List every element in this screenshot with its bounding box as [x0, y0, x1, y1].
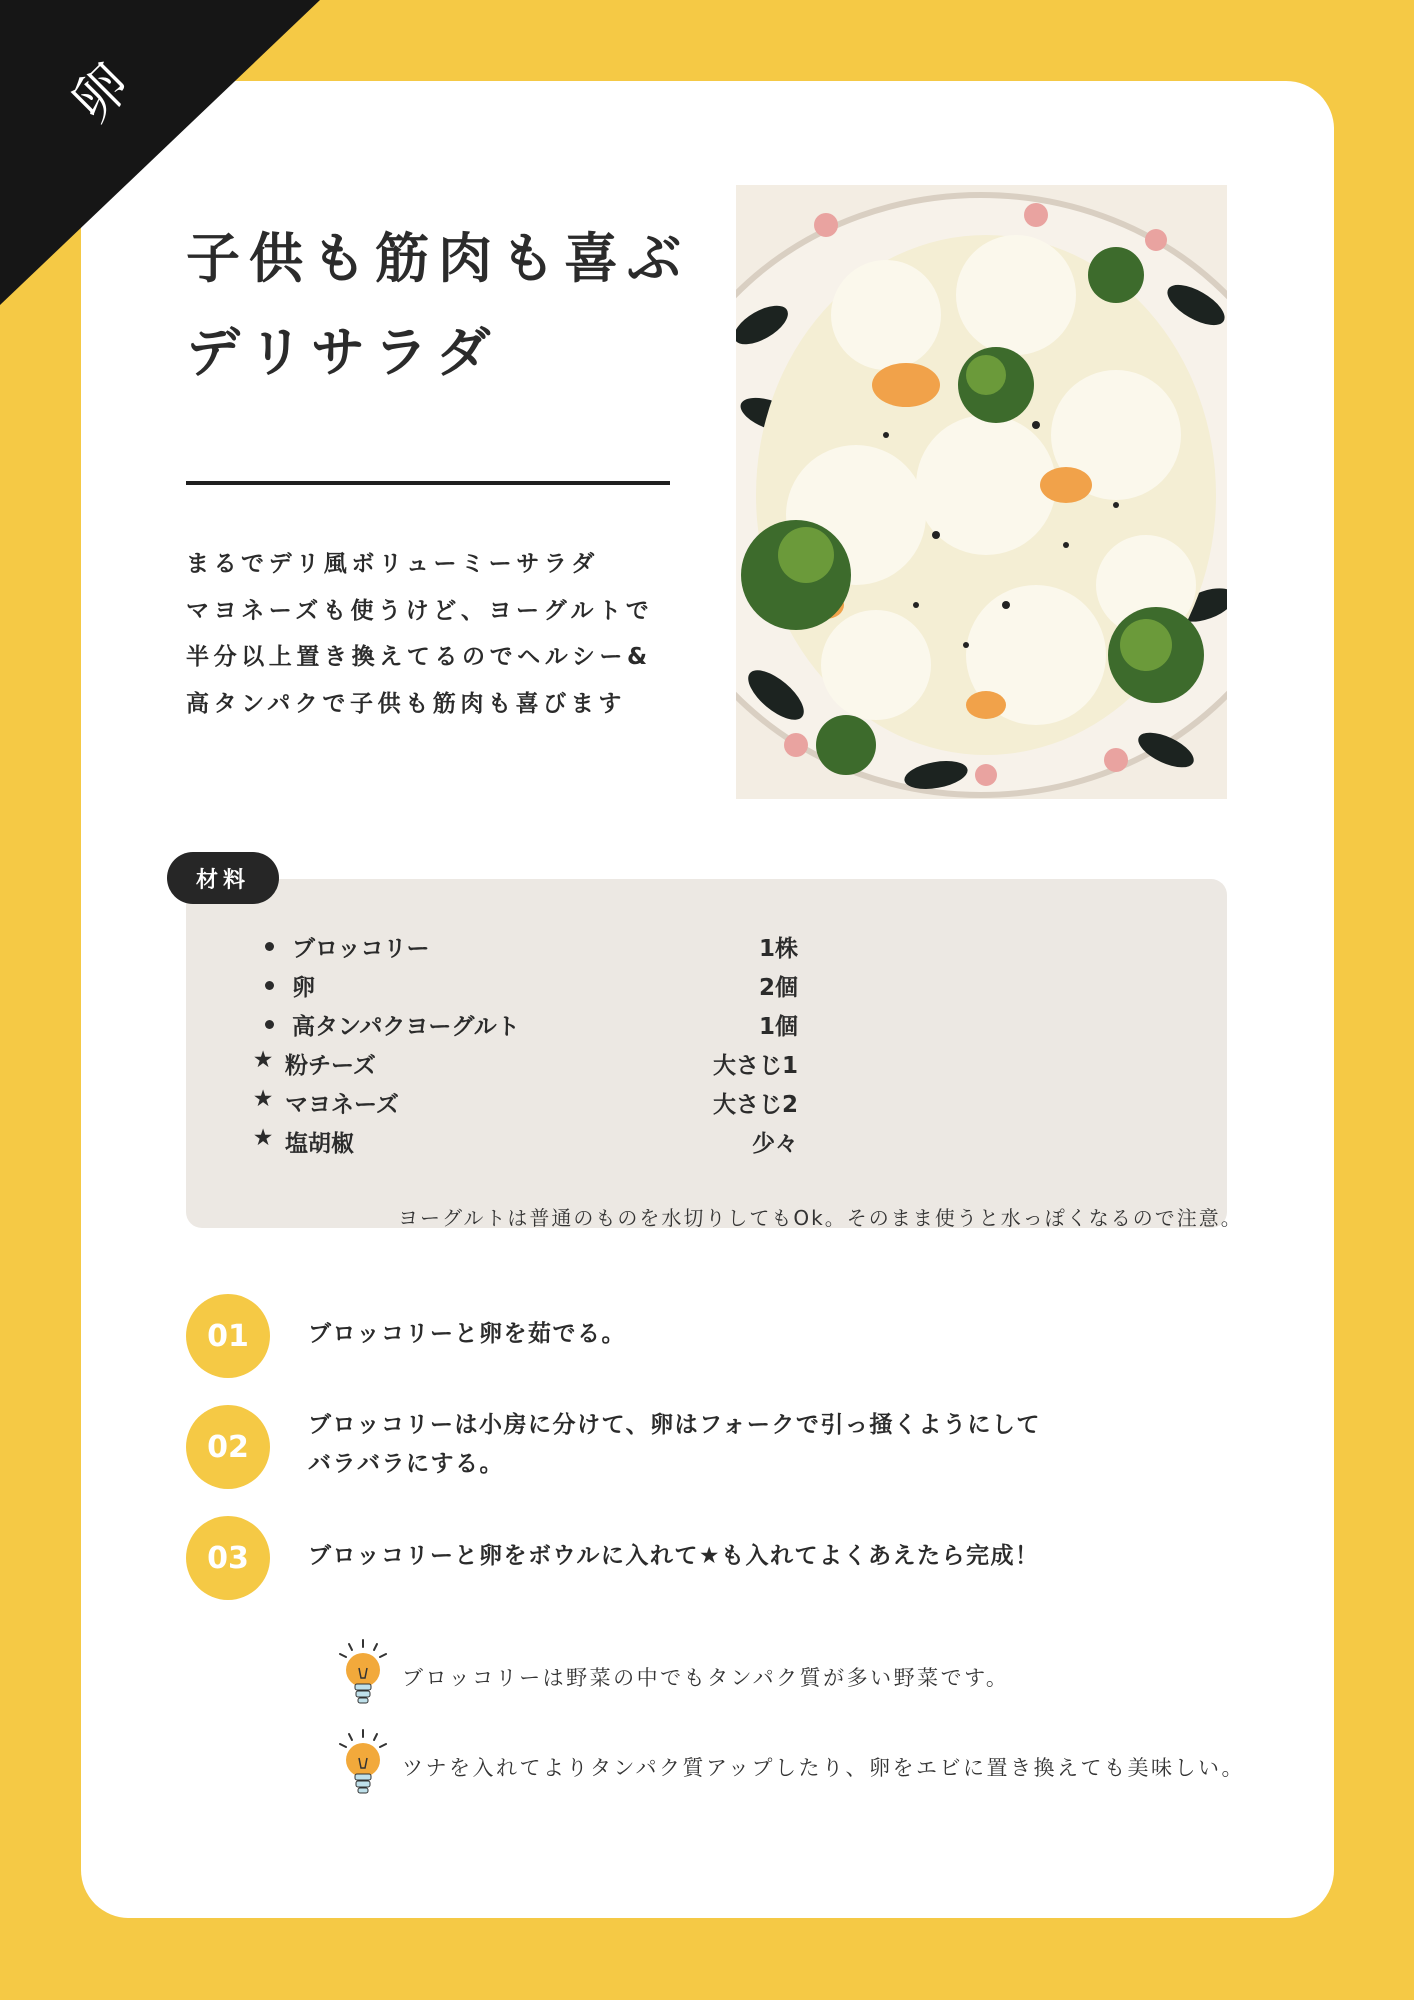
recipe-title-line2: デリサラダ: [186, 321, 500, 384]
star-icon: ★: [252, 1125, 274, 1151]
intro-line: マヨネーズも使うけど、ヨーグルトで: [186, 598, 654, 624]
recipe-title-line1: 子供も筋肉も喜ぶ: [186, 227, 690, 290]
ingredient-row: [250, 1008, 798, 1046]
ingredient-quantity: 少々: [752, 1131, 798, 1157]
intro-line: まるでデリ風ボリューミーサラダ: [186, 551, 599, 577]
ingredient-quantity: 2個: [758, 975, 798, 1001]
star-icon: ★: [252, 1086, 274, 1112]
step-text: [308, 1406, 1041, 1484]
ingredient-name: 塩胡椒: [285, 1131, 354, 1157]
step-number-badge: 03: [186, 1516, 270, 1600]
intro-line: 高タンパクで子供も筋肉も喜びます: [186, 691, 626, 717]
ingredient-name: 高タンパクヨーグルト: [292, 1014, 520, 1040]
step-number-badge: 01: [186, 1294, 270, 1378]
step-line: ブロッコリーと卵を茹でる。: [308, 1321, 627, 1347]
ingredient-name: 粉チーズ: [285, 1053, 376, 1079]
step-line: バラバラにする。: [308, 1451, 504, 1477]
bullet-icon: [265, 981, 274, 990]
title-divider: [186, 481, 670, 485]
ingredient-name: ブロッコリー: [292, 936, 430, 962]
step-line: ブロッコリーは小房に分けて、卵はフォークで引っ掻くようにして: [308, 1412, 1041, 1438]
bullet-icon: [265, 942, 274, 951]
ingredient-row: [250, 969, 798, 1007]
step-number-badge: 02: [186, 1405, 270, 1489]
ingredient-quantity: 1個: [758, 1014, 798, 1040]
lightbulb-icon: [335, 1728, 391, 1802]
tip-text: ツナを入れてよりタンパク質アップしたり、卵をエビに置き換えても美味しい。: [402, 1756, 1246, 1780]
category-label: 卵: [59, 51, 143, 135]
ingredient-row: [250, 930, 798, 968]
ingredient-quantity: 大さじ2: [712, 1092, 798, 1118]
salad-photo: [736, 185, 1227, 799]
ingredient-row: [250, 1125, 798, 1163]
ingredient-row: [250, 1086, 798, 1124]
bullet-icon: [265, 1020, 274, 1029]
step-text: [308, 1537, 1039, 1576]
ingredient-quantity: 大さじ1: [712, 1053, 798, 1079]
lightbulb-icon: [335, 1638, 391, 1712]
ingredients-label: 材料: [167, 852, 279, 904]
ingredient-row: [250, 1047, 798, 1085]
ingredient-quantity: 1株: [758, 936, 798, 962]
tip-text: ブロッコリーは野菜の中でもタンパク質が多い野菜です。: [402, 1666, 1010, 1690]
ingredient-name: マヨネーズ: [285, 1092, 399, 1118]
intro-line: 半分以上置き換えてるのでヘルシー&: [186, 644, 652, 670]
ingredient-name: 卵: [292, 975, 315, 1001]
step-text: [308, 1315, 626, 1354]
ingredients-note: ヨーグルトは普通のものを水切りしてもOk。そのまま使うと水っぽくなるので注意。: [398, 1206, 1243, 1230]
star-icon: ★: [252, 1047, 274, 1073]
step-line: ブロッコリーと卵をボウルに入れて★も入れてよくあえたら完成！: [308, 1543, 1040, 1569]
